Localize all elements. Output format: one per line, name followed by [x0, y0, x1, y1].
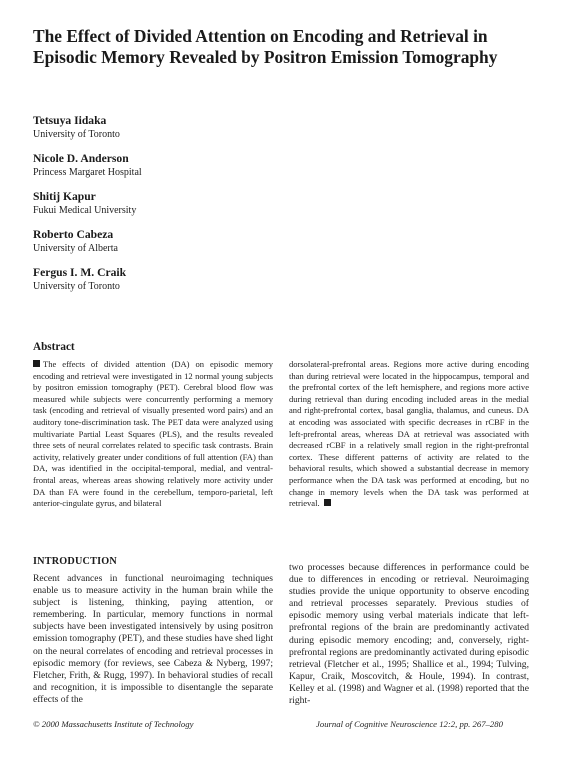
introduction-heading: INTRODUCTION: [33, 556, 117, 567]
author-affiliation: University of Toronto: [33, 281, 120, 292]
abstract-column-left: [33, 359, 273, 510]
author-affiliation: Fukui Medical University: [33, 205, 137, 216]
author-entry: [33, 266, 333, 304]
abstract-heading: Abstract: [33, 341, 75, 353]
author-entry: [33, 152, 333, 190]
introduction-text-right: two processes because differences in performance could be due to differences in encoding or retrieval. Neuroimaging studies provide the unique opportunity to observe encoding and retrieval processes separately. Previous studies of episodic memory using verbal materials indicate that left-prefrontal regions of the brain are predominantly activated during episodic memory encoding; and, conversely, right-prefrontal regions are predominantly activated during episodic retrieval (Fletcher et al., 1995; Shallice et al., 1994; Tulving, Kapur, Craik, Moscovitch, & Houle, 1994). In contrast, Kelley et al. (1998) and Wagner et al. (1998) reported that the right-: [289, 562, 529, 707]
author-entry: [33, 190, 333, 228]
author-name: Roberto Cabeza: [33, 228, 114, 241]
abstract-end-square-icon: [324, 499, 331, 506]
author-entry: [33, 228, 333, 266]
abstract-start-square-icon: [33, 360, 40, 367]
author-affiliation: Princess Margaret Hospital: [33, 167, 142, 178]
author-list: [33, 114, 333, 304]
author-name: Tetsuya Iidaka: [33, 114, 107, 127]
author-affiliation: University of Alberta: [33, 243, 118, 254]
abstract-text-right: dorsolateral-prefrontal areas. Regions more active during encoding than during retrieval were located in the hippocampus, temporal and the prefrontal cortex of the left hemisphere, and regions more active during retrieval than during encoding included areas in the medial and right-prefrontal cortex, basal ganglia, thalamus, and cuneus. DA at encoding was associated with specific decreases in rCBF in the left-prefrontal areas, whereas DA at retrieval was associated with decreased rCBF in a relatively small region in the right-prefrontal cortex. These different patterns of activity are related to the behavioral results, which showed a substantial decrease in memory performance when the DA task was performed at encoding, but no change in memory levels when the DA task was performed at retrieval.: [289, 359, 529, 509]
copyright-footer: © 2000 Massachusetts Institute of Technology: [33, 719, 194, 729]
author-affiliation: University of Toronto: [33, 129, 120, 140]
author-entry: [33, 114, 333, 152]
abstract-column-right: [289, 359, 529, 510]
journal-citation-footer: Journal of Cognitive Neuroscience 12:2, pp. 267–280: [316, 719, 503, 729]
author-name: Fergus I. M. Craik: [33, 266, 127, 279]
author-name: Shitij Kapur: [33, 190, 96, 203]
paper-title: The Effect of Divided Attention on Encoding and Retrieval in Episodic Memory Revealed by Positron Emission Tomography: [33, 26, 498, 67]
abstract-text-left: The effects of divided attention (DA) on episodic memory encoding and retrieval were investigated in 12 normal young subjects by positron emission tomography (PET). Cerebral blood flow was measured while subjects were concurrently performing a memory task (encoding and retrieval of visually presented word pairs) and an auditory tone-discrimination task. The PET data were analyzed using multivariate Partial Least Squares (PLS), and the results revealed three sets of neural correlates related to specific task contrasts. Brain activity, relatively greater under conditions of full attention (FA) than DA, was identified in the occipital-temporal, medial, and ventral-frontal areas, whereas areas showing relatively more activity under DA than FA were found in the cerebellum, temporo-parietal, left anterior-cingulate gyrus, and bilateral: [33, 359, 273, 509]
introduction-text-left: Recent advances in functional neuroimaging techniques enable us to measure activity in the human brain while the subject is listening, thinking, paying attention, or remembering. In particular, memory functions in normal subjects have been investigated intensively by using positron emission tomography (PET), and these studies have shed light on the neural correlates of encoding and retrieval processes in episodic memory (for reviews, see Cabeza & Nyberg, 1997; Fletcher, Frith, & Rugg, 1997). In behavioral studies of recall and recognition, it is impossible to disentangle the separate effects of the: [33, 573, 273, 705]
author-name: Nicole D. Anderson: [33, 152, 129, 165]
